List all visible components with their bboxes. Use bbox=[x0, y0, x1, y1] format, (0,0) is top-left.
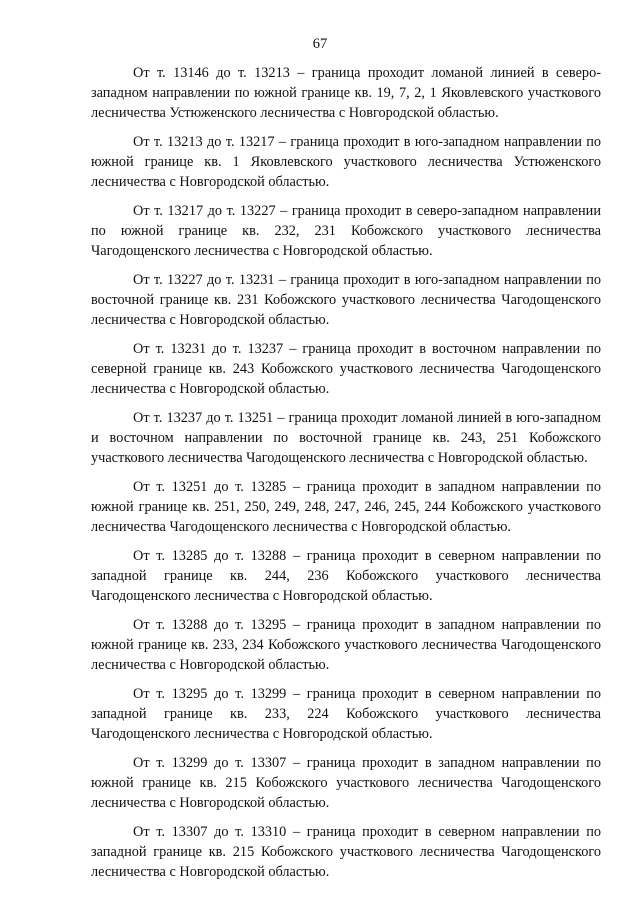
boundary-paragraph-10: От т. 13295 до т. 13299 – граница проходит в северном направлении по западной границе кв. 233, 224 Кобожского участкового лесничества Чагодощенского лесничества с Новгородской областью. bbox=[91, 686, 601, 742]
boundary-paragraph-7: От т. 13251 до т. 13285 – граница проходит в западном направлении по южной границе кв. 251, 250, 249, 248, 247, 246, 245, 244 Кобожского участкового лесничества Чагодощенского лесничества с Новгородской областью. bbox=[91, 479, 601, 535]
boundary-paragraph-1: От т. 13146 до т. 13213 – граница проходит ломаной линией в северо-западном направлении по южной границе кв. 19, 7, 2, 1 Яковлевского участкового лесничества Устюженского лесничества с Новгородской областью. bbox=[91, 65, 601, 121]
boundary-paragraph-4: От т. 13227 до т. 13231 – граница проходит в юго-западном направлении по восточной границе кв. 231 Кобожского участкового лесничества Чагодощенского лесничества с Новгородской областью. bbox=[91, 272, 601, 328]
boundary-paragraph-9: От т. 13288 до т. 13295 – граница проходит в западном направлении по южной границе кв. 233, 234 Кобожского участкового лесничества Чагодощенского лесничества с Новгородской областью. bbox=[91, 617, 601, 673]
boundary-paragraph-6: От т. 13237 до т. 13251 – граница проходит ломаной линией в юго-западном и восточном направлении по восточной границе кв. 243, 251 Кобожского участкового лесничества Чагодощенского лесничества с Новгородской областью. bbox=[91, 410, 601, 466]
boundary-paragraph-3: От т. 13217 до т. 13227 – граница проходит в северо-западном направлении по южной границе кв. 232, 231 Кобожского участкового лесничества Чагодощенского лесничества с Новгородской областью. bbox=[91, 203, 601, 259]
boundary-paragraph-12: От т. 13307 до т. 13310 – граница проходит в северном направлении по западной границе кв. 215 Кобожского участкового лесничества Чагодощенского лесничества с Новгородской областью. bbox=[91, 824, 601, 880]
boundary-paragraph-11: От т. 13299 до т. 13307 – граница проходит в западном направлении по южной границе кв. 215 Кобожского участкового лесничества Чагодощенского лесничества с Новгородской областью. bbox=[91, 755, 601, 811]
boundary-paragraph-8: От т. 13285 до т. 13288 – граница проходит в северном направлении по западной границе кв. 244, 236 Кобожского участкового лесничества Чагодощенского лесничества с Новгородской областью. bbox=[91, 548, 601, 604]
boundary-paragraph-2: От т. 13213 до т. 13217 – граница проходит в юго-западном направлении по южной границе кв. 1 Яковлевского участкового лесничества Устюженского лесничества с Новгородской областью. bbox=[91, 134, 601, 190]
document-body bbox=[91, 63, 601, 891]
page-number: 67 bbox=[312, 36, 328, 52]
boundary-paragraph-5: От т. 13231 до т. 13237 – граница проходит в восточном направлении по северной границе кв. 243 Кобожского участкового лесничества Чагодощенского лесничества с Новгородской областью. bbox=[91, 341, 601, 397]
